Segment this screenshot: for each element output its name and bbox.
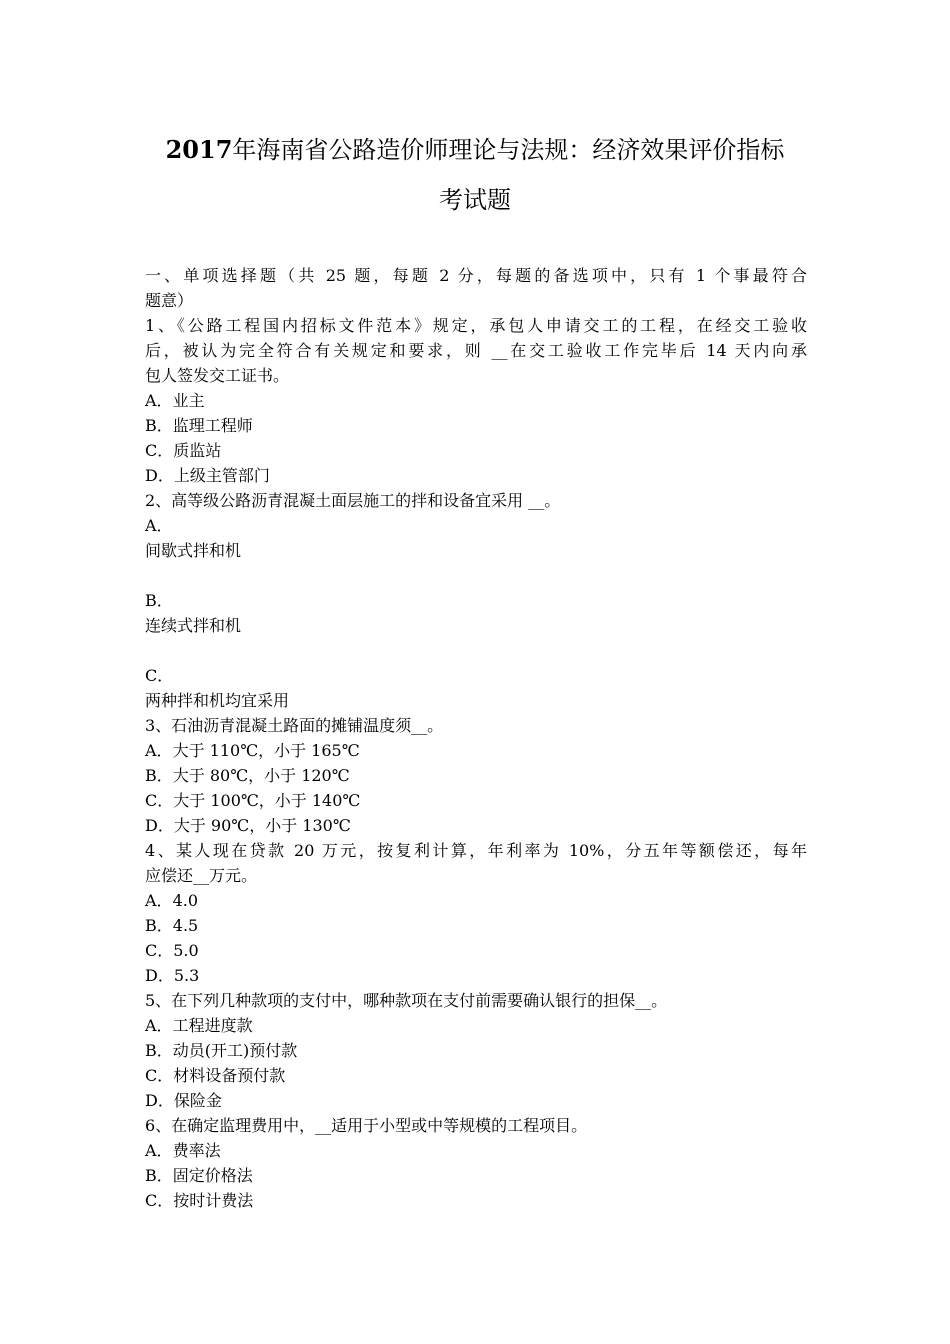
option-c-letter: C． — [145, 666, 174, 685]
option-c — [145, 438, 807, 463]
option-letter: C． — [145, 941, 174, 960]
option-text: 工程进度款 — [172, 1016, 253, 1035]
option-c — [145, 1063, 807, 1088]
option-a — [145, 1138, 807, 1163]
option-a — [145, 738, 807, 763]
option-letter: D． — [145, 816, 174, 835]
option-b-letter: B． — [145, 591, 173, 610]
option-text: 5.0 — [173, 941, 199, 960]
option-letter: C． — [145, 791, 174, 810]
question-stem: 2、高等级公路沥青混凝土面层施工的拌和设备宜采用 __。 — [145, 491, 561, 510]
option-letter: A． — [145, 1016, 173, 1035]
option-b-text: 连续式拌和机 — [145, 616, 242, 635]
option-letter: B． — [145, 916, 173, 935]
option-text: 费率法 — [172, 1141, 221, 1160]
option-a — [145, 1013, 807, 1038]
option-text: 监理工程师 — [172, 416, 253, 435]
option-text: 5.3 — [173, 966, 200, 985]
option-letter: C． — [145, 1066, 174, 1085]
option-b — [145, 763, 807, 788]
option-letter: A． — [145, 1141, 173, 1160]
option-text: 4.5 — [172, 916, 199, 935]
option-letter: A． — [145, 391, 173, 410]
option-text: 固定价格法 — [172, 1166, 253, 1185]
option-d — [145, 813, 807, 838]
option-text: 动员(开工)预付款 — [172, 1041, 298, 1060]
option-text: 大于 100℃，小于 140℃ — [173, 791, 361, 810]
option-c — [145, 788, 807, 813]
option-text: 大于 110℃，小于 165℃ — [172, 741, 360, 760]
option-c — [145, 938, 807, 963]
option-d — [145, 1088, 807, 1113]
document-title-continued: 考试题 — [439, 186, 511, 214]
option-text: 大于 90℃，小于 130℃ — [173, 816, 351, 835]
question-stem: 5、在下列几种款项的支付中，哪种款项在支付前需要确认银行的担保__。 — [145, 991, 668, 1010]
document-body — [145, 263, 807, 1213]
option-letter: D． — [145, 966, 174, 985]
question-stem: 应偿还__万元。 — [145, 866, 258, 885]
option-text: 上级主管部门 — [173, 466, 270, 485]
option-letter: B． — [145, 766, 173, 785]
question-stem: 3、石油沥青混凝土路面的摊铺温度须__。 — [145, 716, 444, 735]
question-stem: 4、某人现在贷款 20 万元，按复利计算，年利率为 10%，分五年等额偿还，每年 — [145, 841, 807, 860]
question-5 — [145, 988, 807, 1113]
option-letter: B． — [145, 416, 173, 435]
option-d — [145, 463, 807, 488]
question-6 — [145, 1113, 807, 1213]
option-d — [145, 963, 807, 988]
option-letter: D． — [145, 466, 174, 485]
blank-line — [145, 563, 807, 588]
document-title — [120, 134, 830, 166]
question-stem: 6、在确定监理费用中，__适用于小型或中等规模的工程项目。 — [145, 1116, 588, 1135]
option-text: 保险金 — [173, 1091, 222, 1110]
question-stem: 1、《公路工程国内招标文件范本》规定，承包人申请交工的工程，在经交工验收 — [145, 316, 807, 335]
option-b — [145, 1038, 807, 1063]
option-letter: B． — [145, 1166, 173, 1185]
option-text: 质监站 — [173, 441, 222, 460]
option-b — [145, 913, 807, 938]
question-stem: 后，被认为完全符合有关规定和要求，则 __在交工验收工作完毕后 14 天内向承 — [145, 341, 807, 360]
question-4 — [145, 838, 807, 988]
question-1 — [145, 313, 807, 488]
option-letter: B． — [145, 1041, 173, 1060]
option-c-text: 两种拌和机均宜采用 — [145, 691, 290, 710]
option-letter: D． — [145, 1091, 174, 1110]
title-text: 年海南省公路造价师理论与法规：经济效果评价指标 — [232, 136, 785, 164]
option-a — [145, 388, 807, 413]
option-letter: C． — [145, 441, 174, 460]
question-3 — [145, 713, 807, 838]
option-text: 按时计费法 — [173, 1191, 254, 1210]
section-heading-continued: 题意） — [145, 291, 194, 310]
option-text: 业主 — [172, 391, 205, 410]
title-year: 2017 — [165, 135, 233, 164]
option-a-letter: A． — [145, 516, 173, 535]
blank-line — [145, 638, 807, 663]
option-letter: C． — [145, 1191, 174, 1210]
option-letter: A． — [145, 891, 173, 910]
option-b — [145, 413, 807, 438]
question-2 — [145, 488, 807, 713]
question-stem: 包人签发交工证书。 — [145, 366, 290, 385]
option-letter: A． — [145, 741, 173, 760]
option-a-text: 间歇式拌和机 — [145, 541, 242, 560]
option-text: 4.0 — [172, 891, 199, 910]
option-c — [145, 1188, 807, 1213]
option-b — [145, 1163, 807, 1188]
section-heading: 一、单项选择题（共 25 题，每题 2 分，每题的备选项中，只有 1 个事最符合 — [145, 266, 807, 285]
option-text: 材料设备预付款 — [173, 1066, 286, 1085]
option-a — [145, 888, 807, 913]
option-text: 大于 80℃，小于 120℃ — [172, 766, 350, 785]
